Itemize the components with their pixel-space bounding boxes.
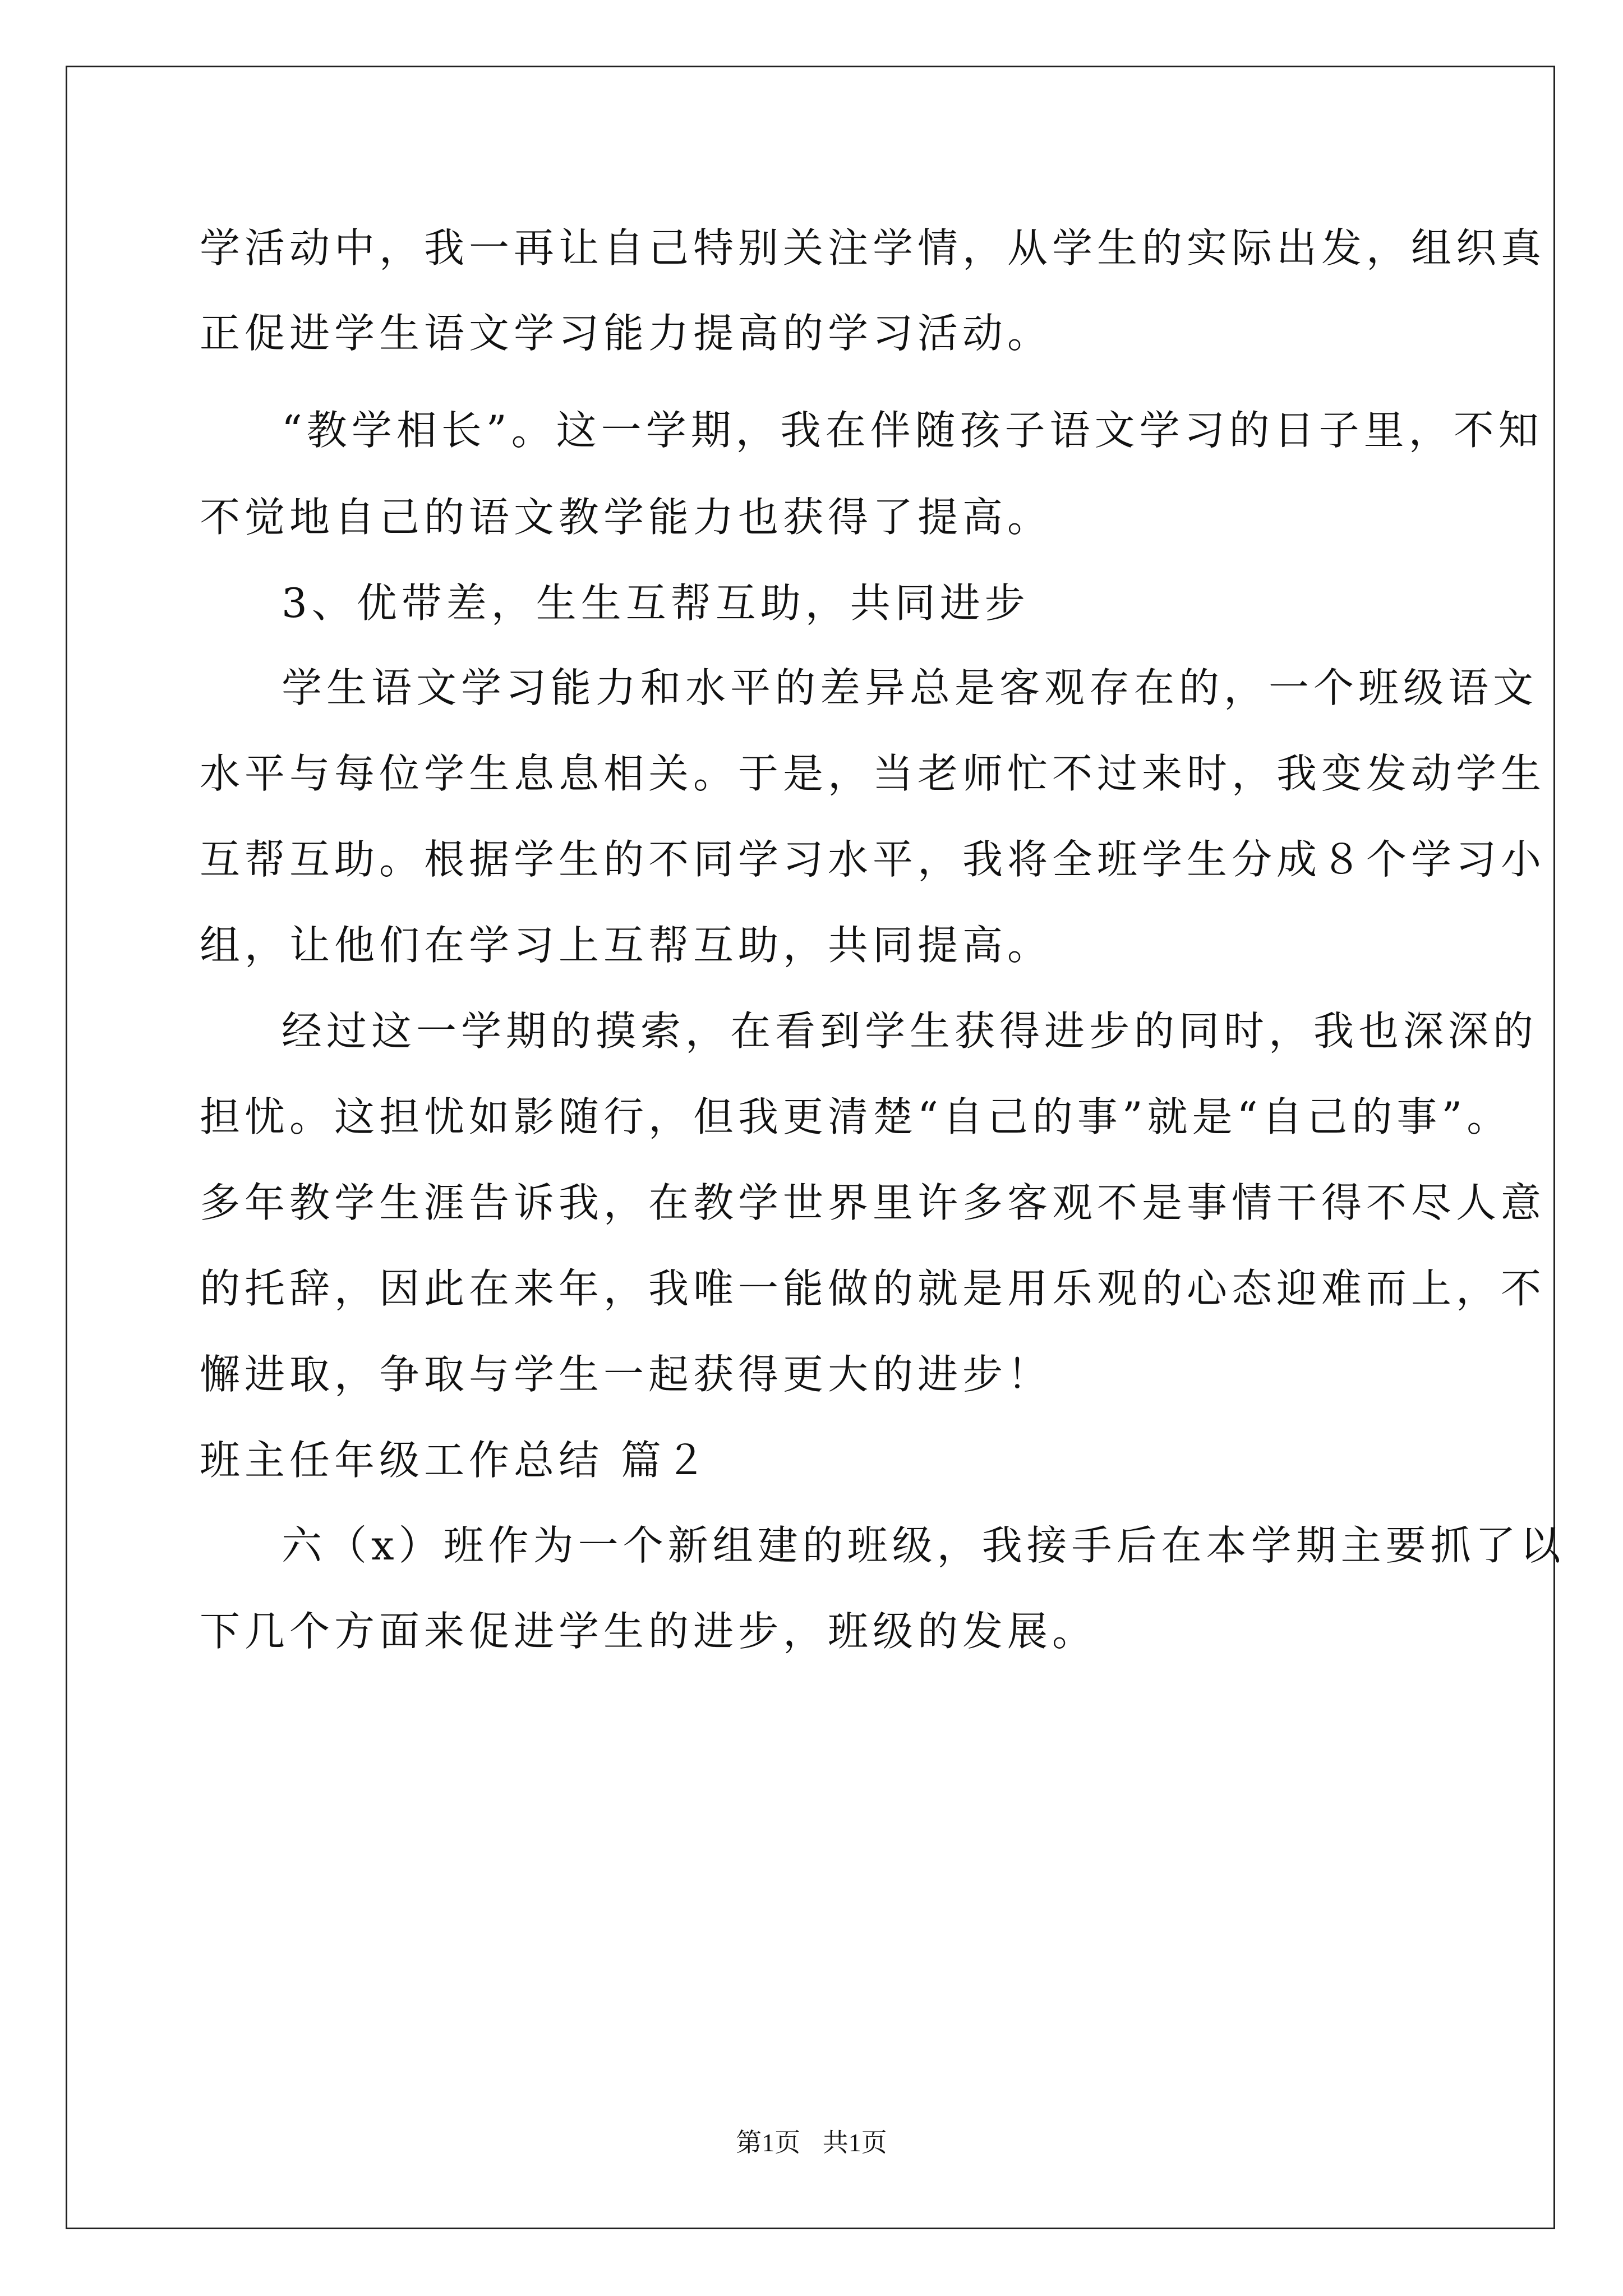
text-line: 六（x）班作为一个新组建的班级，我接手后在本学期主要抓了以 xyxy=(282,1522,1565,1569)
text-line: 正促进学生语文学习能力提高的学习活动。 xyxy=(200,310,1053,357)
text-line: 互帮互助。根据学生的不同学习水平，我将全班学生分成８个学习小 xyxy=(200,836,1546,883)
page-number: 第1页 xyxy=(736,2128,801,2157)
text-line: 多年教学生涯告诉我，在教学世界里许多客观不是事情干得不尽人意 xyxy=(200,1179,1546,1226)
text-line: 下几个方面来促进学生的进步，班级的发展。 xyxy=(200,1608,1098,1655)
text-line: 的托辞，因此在来年，我唯一能做的就是用乐观的心态迎难而上，不 xyxy=(200,1265,1546,1312)
text-line: 学生语文学习能力和水平的差异总是客观存在的，一个班级语文 xyxy=(282,664,1538,711)
text-line: 学活动中，我一再让自己特别关注学情，从学生的实际出发，组织真 xyxy=(200,224,1546,272)
page-total: 共1页 xyxy=(822,2128,887,2157)
text-line: 懈进取，争取与学生一起获得更大的进步！ xyxy=(200,1351,1053,1398)
text-line: 水平与每位学生息息相关。于是，当老师忙不过来时，我变发动学生 xyxy=(200,750,1546,797)
text-line: 经过这一学期的摸索，在看到学生获得进步的同时，我也深深的 xyxy=(282,1007,1538,1055)
article-title: 班主任年级工作总结 篇２ xyxy=(200,1437,711,1484)
text-line: “教学相长”。这一学期，我在伴随孩子语文学习的日子里，不知 xyxy=(282,407,1543,454)
section-heading: 3、优带差，生生互帮互助，共同进步 xyxy=(282,579,1030,627)
text-line: 组，让他们在学习上互帮互助，共同提高。 xyxy=(200,922,1053,969)
text-line: 不觉地自己的语文教学能力也获得了提高。 xyxy=(200,494,1053,541)
page-footer xyxy=(0,2126,1623,2160)
text-line: 担忧。这担忧如影随行，但我更清楚“自己的事”就是“自己的事”。 xyxy=(200,1093,1512,1140)
